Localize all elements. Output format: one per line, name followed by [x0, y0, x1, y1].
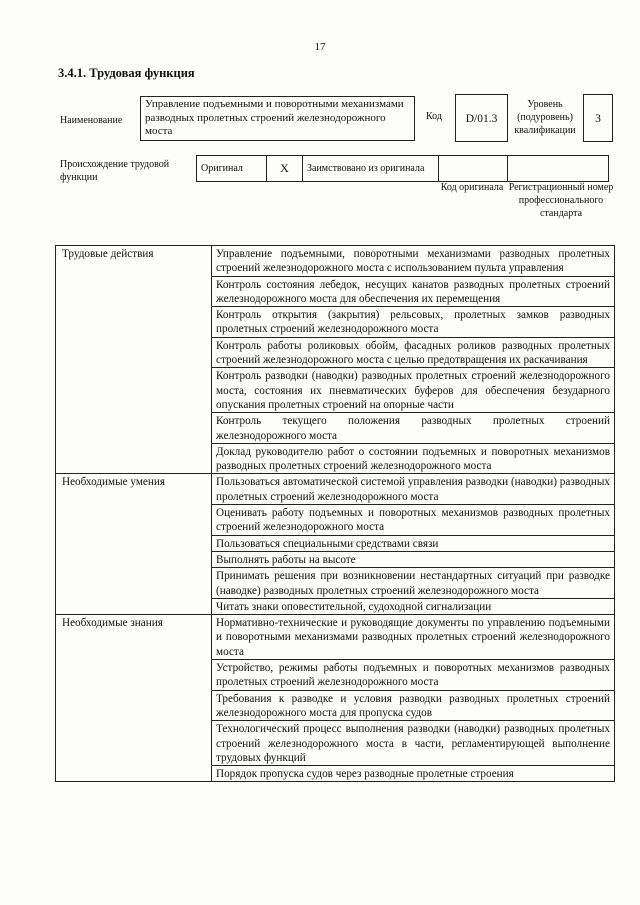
table-row	[56, 615, 615, 660]
item-cell: Требования к разводке и условия разводки разводных пролетных строений железнодорожного моста для пропуска судов	[212, 690, 615, 721]
function-details-table	[55, 245, 615, 782]
name-label: Наименование	[60, 115, 123, 126]
page-number: 17	[314, 41, 326, 53]
origin-label: Происхождение трудовой функции	[60, 159, 170, 183]
origin-table	[196, 155, 609, 182]
reg-number-label: Регистрационный номер профессионального стандарта	[508, 182, 614, 219]
category-cell: Необходимые умения	[56, 474, 212, 615]
origin-mark-cell: X	[267, 156, 303, 182]
section-title: 3.4.1. Трудовая функция	[58, 66, 195, 80]
item-cell: Контроль разводки (наводки) разводных пролетных строений железнодорожного моста, состояния их пневматических буферов для обеспечения безударного опускания пролетных строений на опорные части	[212, 368, 615, 413]
item-cell: Управление подъемными, поворотными механизмами разводных пролетных строений железнодорожного моста с использованием пульта управления	[212, 246, 615, 277]
item-cell: Пользоваться автоматической системой управления разводки (наводки) разводных пролетных строений железнодорожного моста	[212, 474, 615, 505]
code-value-box: D/01.3	[455, 94, 508, 142]
category-cell: Трудовые действия	[56, 246, 212, 474]
item-cell: Контроль текущего положения разводных пролетных строений железнодорожного моста	[212, 413, 615, 444]
level-label: Уровень (подуровень) квалификации	[514, 99, 576, 136]
item-cell: Контроль открытия (закрытия) рельсовых, пролетных замков разводных пролетных строений железнодорожного моста	[212, 307, 615, 338]
table-row	[56, 246, 615, 277]
item-cell: Доклад руководителю работ о состоянии подъемных и поворотных механизмов разводных пролетных строений железнодорожного моста	[212, 443, 615, 474]
item-cell: Оценивать работу подъемных и поворотных механизмов разводных пролетных строений железнодорожного моста	[212, 505, 615, 536]
table-row	[56, 474, 615, 505]
code-of-original-label: Код оригинала	[440, 182, 504, 193]
item-cell: Пользоваться специальными средствами связи	[212, 535, 615, 551]
origin-original-cell: Оригинал	[197, 156, 267, 182]
item-cell: Читать знаки оповестительной, судоходной сигнализации	[212, 598, 615, 614]
code-label: Код	[426, 111, 442, 122]
origin-code-cell	[439, 156, 508, 182]
category-cell: Необходимые знания	[56, 615, 212, 782]
item-cell: Порядок пропуска судов через разводные пролетные строения	[212, 766, 615, 782]
item-cell: Устройство, режимы работы подъемных и поворотных механизмов разводных пролетных строений железнодорожного моста	[212, 660, 615, 691]
origin-reg-cell	[508, 156, 609, 182]
item-cell: Принимать решения при возникновении нестандартных ситуаций при разводке (наводке) разводных пролетных строений железнодорожного моста	[212, 568, 615, 599]
function-name-box: Управление подъемными и поворотными механизмами разводных пролетных строений железнодорожного моста	[140, 96, 415, 141]
item-cell: Контроль работы роликовых обойм, фасадных роликов разводных пролетных строений железнодорожного моста с целью предотвращения их раскачивания	[212, 337, 615, 368]
item-cell: Выполнять работы на высоте	[212, 551, 615, 567]
item-cell: Технологический процесс выполнения разводки (наводки) разводных пролетных строений железнодорожного моста в части, регламентирующей выполнение трудовых функций	[212, 721, 615, 766]
origin-borrowed-cell: Заимствовано из оригинала	[303, 156, 439, 182]
level-value-box: 3	[583, 94, 613, 142]
item-cell: Контроль состояния лебедок, несущих канатов разводных пролетных строений железнодорожного моста для обеспечения их перемещения	[212, 276, 615, 307]
item-cell: Нормативно-технические и руководящие документы по управлению подъемными и поворотными механизмами разводных пролетных строений железнодорожного моста	[212, 615, 615, 660]
